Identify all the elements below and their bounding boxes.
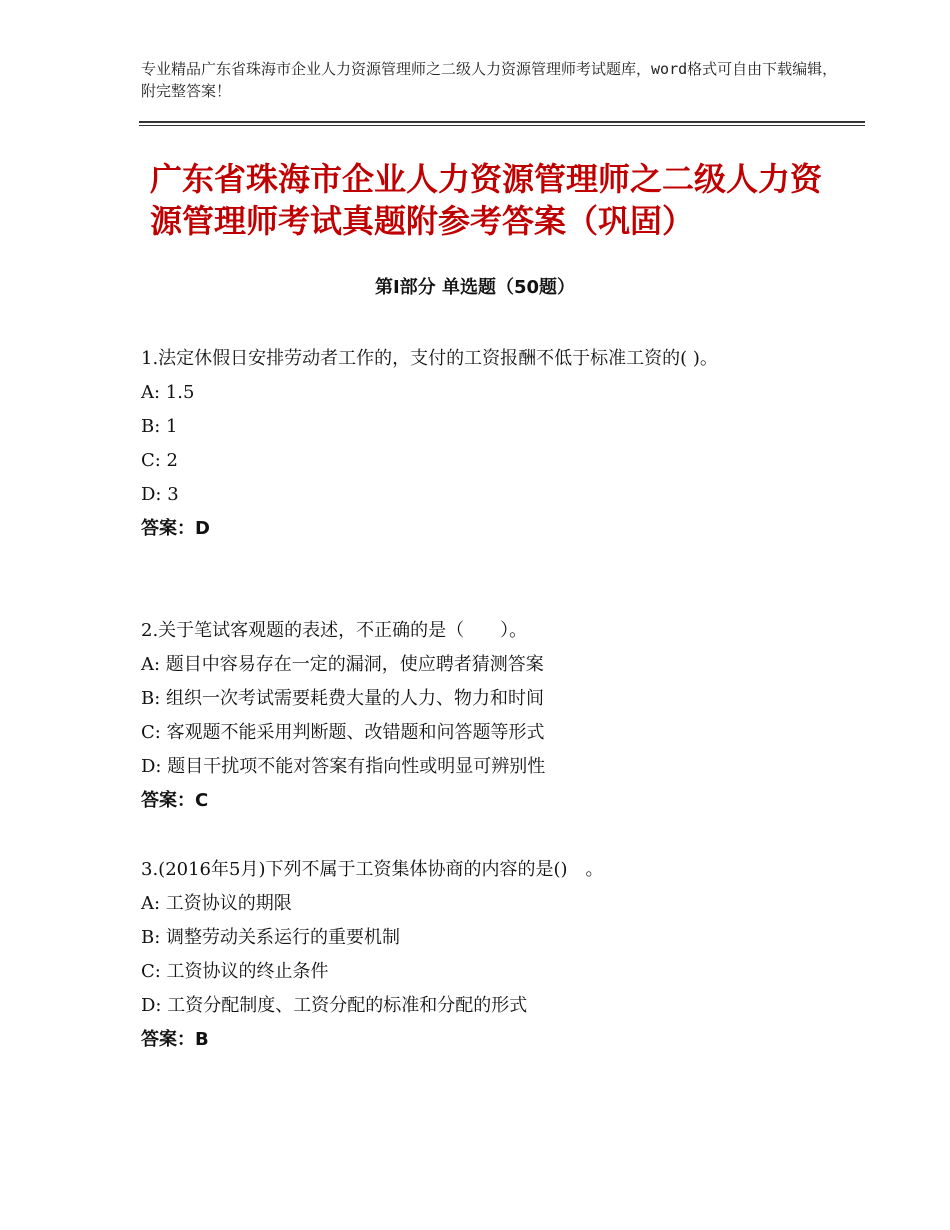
section-heading: 第Ⅰ部分 单选题（50题） (374, 277, 575, 298)
question-stem: 2.关于笔试客观题的表述，不正确的是（ ）。 (141, 620, 528, 641)
option-c: C: 客观题不能采用判断题、改错题和问答题等形式 (141, 722, 545, 743)
question-2 (141, 614, 821, 818)
option-b: B: 1 (141, 416, 178, 437)
answer-key: 答案：C (141, 790, 209, 811)
option-a: A: 1.5 (141, 382, 195, 403)
header-rule-thin (139, 125, 865, 126)
option-c: C: 工资协议的终止条件 (141, 961, 329, 982)
question-3 (141, 853, 821, 1057)
option-d: D: 工资分配制度、工资分配的标准和分配的形式 (141, 995, 528, 1016)
document-title: 广东省珠海市企业人力资源管理师之二级人力资源管理师考试真题附参考答案（巩固） (150, 160, 823, 240)
question-1 (141, 342, 821, 546)
option-b: B: 组织一次考试需要耗费大量的人力、物力和时间 (141, 688, 545, 709)
option-d: D: 3 (141, 484, 179, 505)
option-d: D: 题目干扰项不能对答案有指向性或明显可辨别性 (141, 756, 546, 777)
question-stem: 3.(2016年5月)下列不属于工资集体协商的内容的是() 。 (141, 859, 604, 880)
option-b: B: 调整劳动关系运行的重要机制 (141, 927, 401, 948)
answer-key: 答案：D (141, 518, 210, 539)
option-a: A: 工资协议的期限 (141, 893, 292, 914)
header-note: 专业精品广东省珠海市企业人力资源管理师之二级人力资源管理师考试题库，word格式可自由下载编辑，附完整答案！ (141, 60, 838, 100)
answer-key: 答案：B (141, 1029, 209, 1050)
option-c: C: 2 (141, 450, 179, 471)
question-stem: 1.法定休假日安排劳动者工作的，支付的工资报酬不低于标准工资的( )。 (141, 348, 718, 369)
header-rule-thick (139, 121, 865, 123)
option-a: A: 题目中容易存在一定的漏洞，使应聘者猜测答案 (141, 654, 544, 675)
